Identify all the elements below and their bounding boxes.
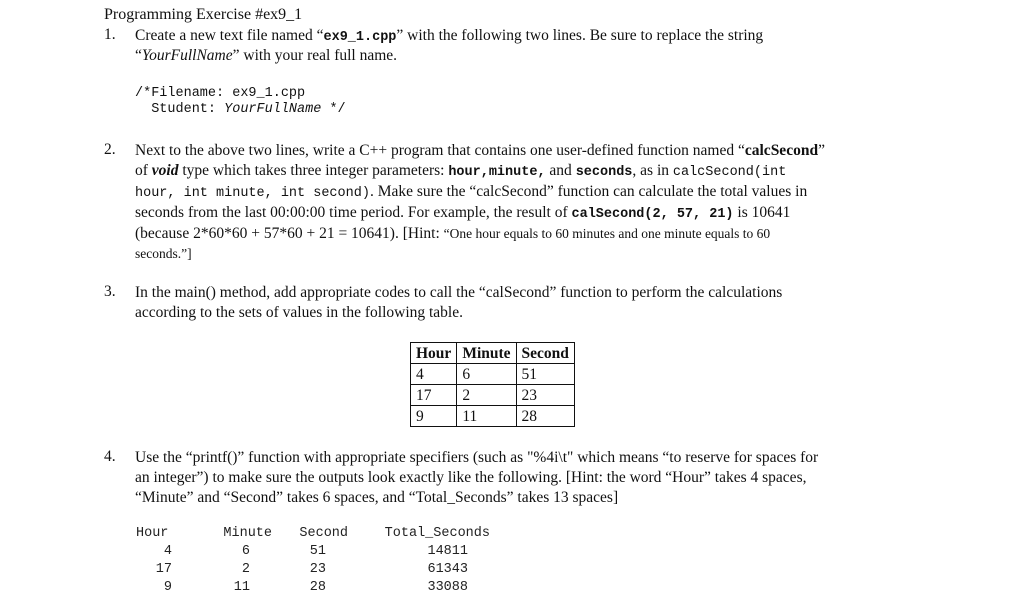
output-cell: 61343 bbox=[427, 562, 468, 577]
output-row bbox=[114, 542, 468, 561]
output-cell: 4 bbox=[163, 544, 172, 559]
values-table bbox=[410, 342, 575, 427]
item2-line3: hour, int minute, int second). Make sure the “calcSecond” function can calculate the total values in bbox=[135, 183, 808, 201]
item3-line1: In the main() method, add appropriate codes to call the “calSecond” function to perform the calculations bbox=[135, 284, 783, 301]
table-cell: 9 bbox=[411, 406, 457, 427]
item2-line5: (because 2*60*60 + 57*60 + 21 = 10641). [Hint: “One hour equals to 60 minutes and one minute equals to 60 bbox=[135, 225, 771, 242]
item3-number: 3. bbox=[104, 283, 116, 300]
output-cell: 9 bbox=[163, 580, 172, 595]
table-header-row bbox=[411, 343, 575, 364]
table-cell: 28 bbox=[516, 406, 574, 427]
table-cell: 6 bbox=[457, 364, 516, 385]
table-cell: 4 bbox=[411, 364, 457, 385]
output-row bbox=[114, 560, 468, 579]
item2-line2: of void type which takes three integer parameters: hour,minute, and seconds, as in calcSecond(int bbox=[135, 162, 787, 180]
table-row bbox=[411, 364, 575, 385]
table-header-second: Second bbox=[516, 343, 574, 364]
output-cell: 2 bbox=[241, 562, 250, 577]
table-header-minute: Minute bbox=[457, 343, 516, 364]
item4-line3: “Minute” and “Second” takes 6 spaces, and “Total_Seconds” takes 13 spaces] bbox=[135, 489, 619, 506]
table-cell: 23 bbox=[516, 385, 574, 406]
item2-line6: seconds.”] bbox=[135, 246, 192, 261]
code-line-filename: /*Filename: ex9_1.cpp bbox=[135, 86, 306, 101]
table-cell: 11 bbox=[457, 406, 516, 427]
output-header-hour: Hour bbox=[136, 526, 169, 541]
item2-line4: seconds from the last 00:00:00 time period. For example, the result of calSecond(2, 57, 21) is 10641 bbox=[135, 204, 791, 222]
output-header-minute: Minute bbox=[223, 526, 272, 541]
output-cell: 6 bbox=[241, 544, 250, 559]
item1-line2: “YourFullName” with your real full name. bbox=[135, 47, 398, 64]
table-header-hour: Hour bbox=[411, 343, 457, 364]
item4-line2: an integer”) to make sure the outputs look exactly like the following. [Hint: the word “Hour” takes 4 spaces, bbox=[135, 469, 807, 486]
code-line-student: Student: YourFullName */ bbox=[135, 102, 346, 117]
page-title: Programming Exercise #ex9_1 bbox=[104, 6, 303, 23]
output-cell: 14811 bbox=[427, 544, 468, 559]
output-cell: 17 bbox=[155, 562, 172, 577]
output-cell: 11 bbox=[233, 580, 250, 595]
table-row bbox=[411, 406, 575, 427]
output-cell: 28 bbox=[309, 580, 326, 595]
item3-line2: according to the sets of values in the following table. bbox=[135, 304, 463, 321]
item1-number: 1. bbox=[104, 26, 116, 43]
item4-number: 4. bbox=[104, 448, 116, 465]
table-cell: 17 bbox=[411, 385, 457, 406]
output-header-row bbox=[136, 524, 490, 543]
output-cell: 51 bbox=[309, 544, 326, 559]
table-cell: 2 bbox=[457, 385, 516, 406]
item2-line1: Next to the above two lines, write a C++ program that contains one user-defined function named “calcSecond” bbox=[135, 142, 825, 159]
table-row bbox=[411, 385, 575, 406]
output-header-second: Second bbox=[299, 526, 348, 541]
item1-line1: Create a new text file named “ex9_1.cpp” with the following two lines. Be sure to replace the string bbox=[135, 27, 764, 45]
item4-line1: Use the “printf()” function with appropriate specifiers (such as "%4i\t" which means “to reserve for spaces for bbox=[135, 449, 819, 466]
output-cell: 33088 bbox=[427, 580, 468, 595]
output-row bbox=[114, 578, 468, 597]
item2-number: 2. bbox=[104, 141, 116, 158]
output-header-total: Total_Seconds bbox=[384, 526, 490, 541]
output-cell: 23 bbox=[309, 562, 326, 577]
table-cell: 51 bbox=[516, 364, 574, 385]
